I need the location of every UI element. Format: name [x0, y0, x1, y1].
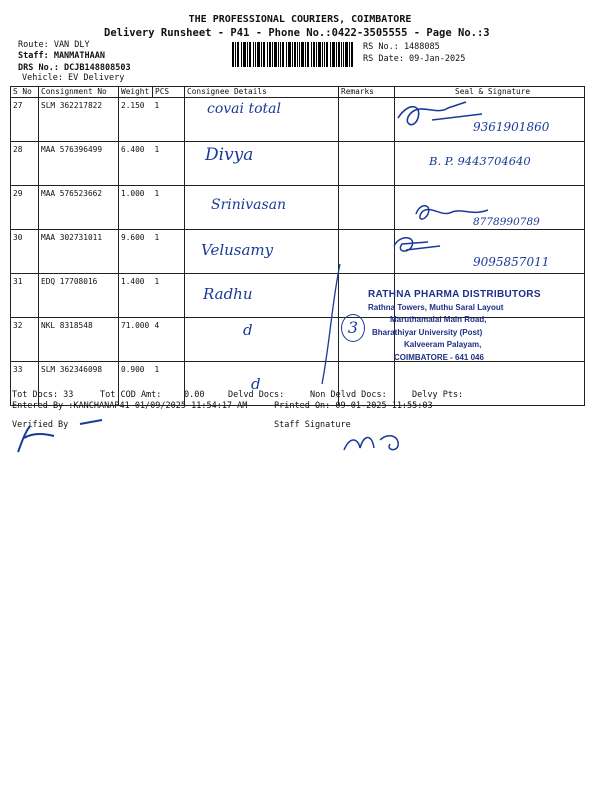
col-pcs: PCS — [153, 87, 185, 98]
consignee-handwriting: covai total — [207, 101, 281, 117]
stamp-name: RATHNA PHARMA DISTRIBUTORS — [368, 289, 541, 300]
cell-consignee — [185, 274, 339, 318]
table-row — [11, 230, 585, 274]
table-row — [11, 362, 585, 406]
consignee-handwriting: Srinivasan — [211, 197, 287, 213]
drs-number: DRS No.: DCJB148808503 — [18, 63, 131, 73]
cell-remarks — [339, 142, 395, 186]
stamp-mark-number: 3 — [347, 318, 359, 337]
cell-sno: 27 — [11, 98, 39, 142]
stamp-line1: Rathna Towers, Muthu Saral Layout — [368, 302, 504, 312]
signature-phone: 8778990789 — [473, 216, 540, 228]
footer-cod-value: 0.00 — [184, 390, 205, 400]
stamp-line2: Maruthamalai Main Road, — [390, 315, 487, 324]
cell-weight: 1.400 — [119, 274, 153, 318]
cell-consignee — [185, 318, 339, 362]
cell-pcs: 1 — [153, 186, 185, 230]
cell-sno: 30 — [11, 230, 39, 274]
cell-consignment: MAA 576523662 — [39, 186, 119, 230]
consignee-handwriting: Velusamy — [201, 241, 274, 259]
signature-scribble-row27 — [392, 98, 502, 134]
barcode-image — [232, 42, 354, 67]
route-label: Route: VAN DLY — [18, 40, 90, 50]
col-remarks: Remarks — [339, 87, 395, 98]
cell-consignee — [185, 230, 339, 274]
cell-weight: 71.000 — [119, 318, 153, 362]
signature-phone: B. P. 9443704640 — [429, 154, 531, 168]
cell-sno: 32 — [11, 318, 39, 362]
consignee-handwriting: Radhu — [203, 285, 253, 303]
stamp-circle-mark — [341, 314, 365, 342]
cell-remarks — [339, 186, 395, 230]
cell-consignment: EDQ 17708016 — [39, 274, 119, 318]
distributor-stamp — [368, 289, 541, 364]
staff-signature-scribble — [340, 428, 410, 456]
cell-consignment: MAA 302731011 — [39, 230, 119, 274]
runsheet-title: Delivery Runsheet - P41 - Phone No.:0422-3505555 - Page No.:3 — [104, 27, 490, 39]
verified-by-signature — [14, 418, 104, 458]
footer-non-delvd-docs: Non Delvd Docs: — [310, 390, 387, 400]
signature-phone: 9095857011 — [473, 255, 550, 269]
cell-sno: 31 — [11, 274, 39, 318]
cell-sno: 29 — [11, 186, 39, 230]
signature-scribble-row30 — [390, 232, 450, 256]
cell-consignment: SLM 362217822 — [39, 98, 119, 142]
staff-label: Staff: MANMATHAAN — [18, 51, 105, 61]
signature-phone: 9361901860 — [473, 120, 550, 134]
cell-remarks — [339, 98, 395, 142]
cell-weight: 0.900 — [119, 362, 153, 406]
verified-by-label: Verified By — [12, 420, 69, 430]
consignee-handwriting: d — [251, 375, 261, 393]
rs-date: RS Date: 09-Jan-2025 — [363, 54, 466, 64]
col-sno: S No — [11, 87, 39, 98]
cell-weight: 2.150 — [119, 98, 153, 142]
cell-pcs: 1 — [153, 142, 185, 186]
cell-consignee — [185, 186, 339, 230]
col-seal-signature: Seal & Signature — [395, 87, 585, 98]
footer-tot-docs: Tot Docs: 33 — [12, 390, 74, 400]
cell-sno: 28 — [11, 142, 39, 186]
cell-weight: 9.600 — [119, 230, 153, 274]
cell-consignment: SLM 362346098 — [39, 362, 119, 406]
col-weight: Weight — [119, 87, 153, 98]
footer-delvy-pts: Delvy Pts: — [412, 390, 464, 400]
cell-pcs: 1 — [153, 274, 185, 318]
cell-consignee — [185, 98, 339, 142]
table-row — [11, 142, 585, 186]
consignee-handwriting: d — [243, 321, 253, 339]
cell-weight: 1.000 — [119, 186, 153, 230]
vehicle-label: Vehicle: EV Delivery — [22, 73, 125, 83]
cell-sno: 33 — [11, 362, 39, 406]
cell-weight: 6.400 — [119, 142, 153, 186]
staff-signature-label: Staff Signature — [274, 420, 351, 430]
cell-pcs: 1 — [153, 98, 185, 142]
cell-signature — [395, 142, 585, 186]
stamp-line5: COIMBATORE - 641 046 — [394, 352, 484, 362]
signature-scribble-row29 — [412, 200, 502, 226]
cell-pcs: 1 — [153, 362, 185, 406]
footer-tot-cod: Tot COD Amt: — [100, 390, 162, 400]
footer-printed-on: Printed On: 09-01-2025 11:55:03 — [274, 401, 433, 411]
col-consignment: Consignment No — [39, 87, 119, 98]
footer-entered-by: Entered By :KANCHANAP41 01/09/2025 11:54:17 AM — [12, 401, 248, 411]
cell-consignee — [185, 142, 339, 186]
cell-consignment: NKL 8318548 — [39, 318, 119, 362]
consignee-handwriting: Divya — [205, 145, 254, 165]
col-consignee: Consignee Details — [185, 87, 339, 98]
cell-pcs: 1 — [153, 230, 185, 274]
cell-consignment: MAA 576396499 — [39, 142, 119, 186]
footer-delvd-docs: Delvd Docs: — [228, 390, 285, 400]
stamp-line4: Kalveeram Palayam, — [404, 340, 482, 349]
stamp-line3: Bharathiyar University (Post) — [372, 327, 483, 337]
cell-pcs: 4 — [153, 318, 185, 362]
table-header-row — [11, 87, 585, 98]
company-name: THE PROFESSIONAL COURIERS, COIMBATORE — [188, 14, 412, 25]
rs-number: RS No.: 1488085 — [363, 42, 440, 52]
